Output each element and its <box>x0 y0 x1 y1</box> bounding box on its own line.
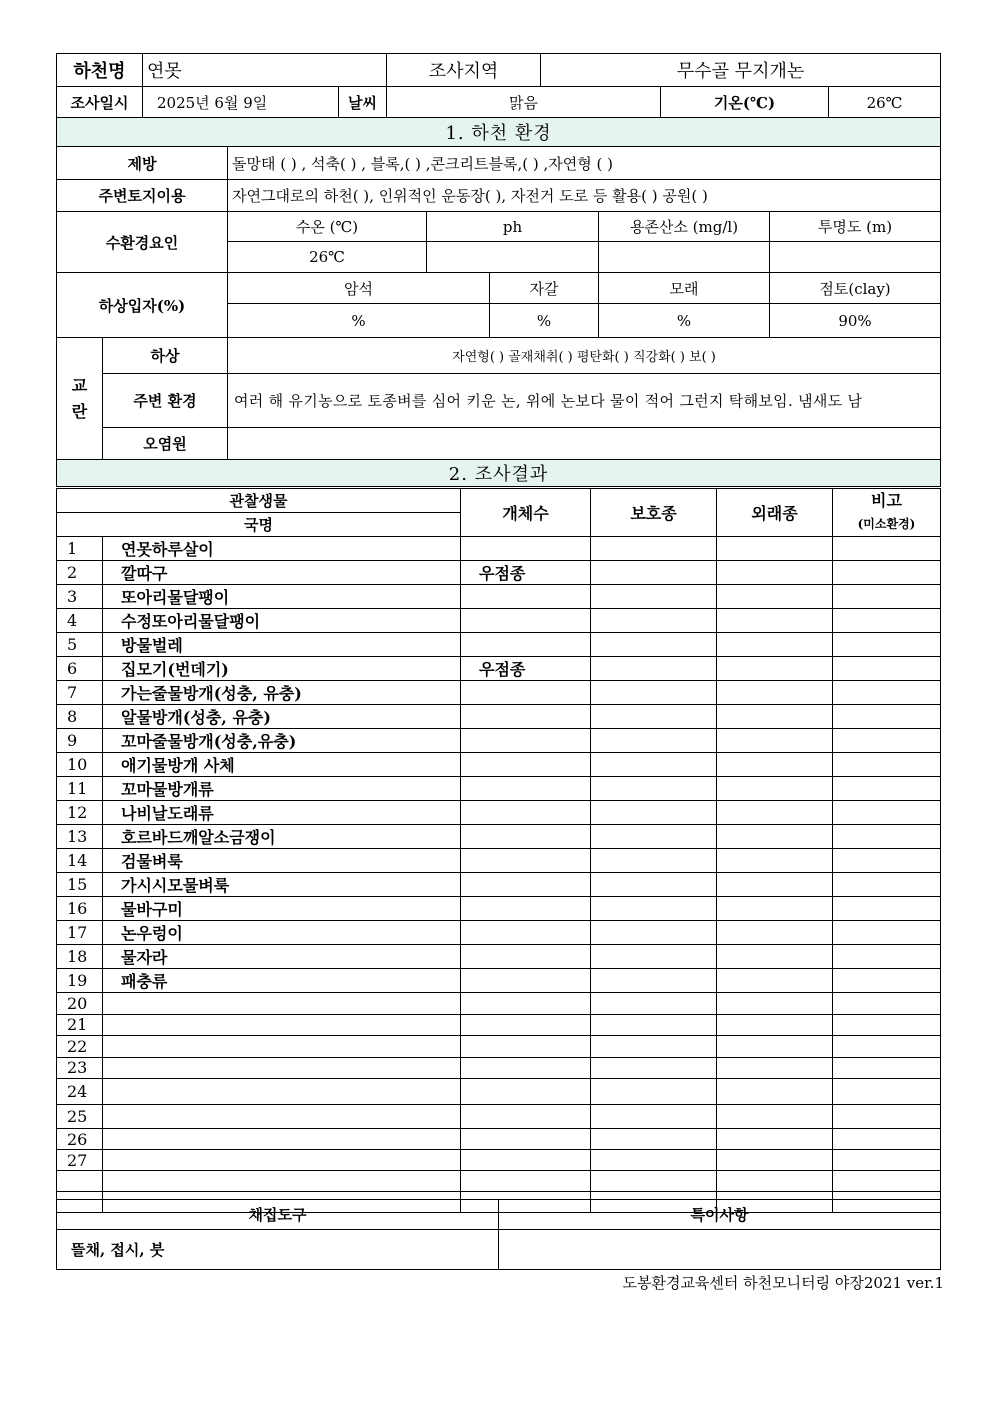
individual-count <box>461 1057 591 1079</box>
water-header-do: 용존산소 (mg/l) <box>599 212 770 242</box>
temp-label: 기온(℃) <box>661 87 829 119</box>
individual-count <box>461 753 591 777</box>
water-label: 수환경요인 <box>57 212 228 273</box>
table-row <box>57 1171 941 1192</box>
note-cell <box>833 561 941 585</box>
protected-cell <box>591 873 717 897</box>
protected-cell <box>591 657 717 681</box>
species-name <box>103 1079 461 1105</box>
individual-count <box>461 1150 591 1171</box>
weather-value: 맑음 <box>387 87 661 119</box>
notes-value <box>499 1230 941 1270</box>
individual-count <box>461 777 591 801</box>
alien-cell <box>717 1171 833 1192</box>
individual-count <box>461 921 591 945</box>
alien-cell <box>717 633 833 657</box>
row-number: 20 <box>57 993 103 1015</box>
surround-label: 주변 환경 <box>103 374 228 428</box>
row-number: 27 <box>57 1150 103 1171</box>
note-cell <box>833 945 941 969</box>
table-row <box>57 1129 941 1150</box>
alien-cell <box>717 969 833 993</box>
table-row <box>57 585 941 609</box>
temp-value: 26℃ <box>829 87 941 119</box>
note-cell <box>833 777 941 801</box>
bottom-table <box>56 1199 941 1270</box>
row-number: 10 <box>57 753 103 777</box>
note-cell <box>833 873 941 897</box>
landuse-label: 주변토지이용 <box>57 180 228 212</box>
protected-cell <box>591 585 717 609</box>
table-row <box>57 993 941 1015</box>
footer-text: 도봉환경교육센터 하천모니터링 야장2021 ver.1 <box>622 1274 944 1292</box>
row-number: 14 <box>57 849 103 873</box>
note-cell <box>833 849 941 873</box>
alien-cell <box>717 585 833 609</box>
weather-label: 날씨 <box>339 87 387 119</box>
row-number: 1 <box>57 537 103 561</box>
species-name: 수정또아리물달팽이 <box>103 609 461 633</box>
individual-count: 우점종 <box>461 561 591 585</box>
table-row <box>57 921 941 945</box>
water-value-temp: 26℃ <box>228 242 427 273</box>
protected-cell <box>591 1105 717 1129</box>
results-table <box>56 488 941 1213</box>
table-row <box>57 969 941 993</box>
row-number: 6 <box>57 657 103 681</box>
substrate-value-gravel: % <box>490 304 599 338</box>
substrate-value-sand: % <box>599 304 770 338</box>
col-count: 개체수 <box>461 489 591 537</box>
individual-count <box>461 969 591 993</box>
protected-cell <box>591 921 717 945</box>
col-note <box>833 489 941 537</box>
table-row <box>57 561 941 585</box>
protected-cell <box>591 1171 717 1192</box>
protected-cell <box>591 1057 717 1079</box>
species-name: 방물벌레 <box>103 633 461 657</box>
table-row <box>57 681 941 705</box>
note-cell <box>833 537 941 561</box>
disturb-label <box>57 338 103 460</box>
alien-cell <box>717 753 833 777</box>
note-cell <box>833 1057 941 1079</box>
protected-cell <box>591 801 717 825</box>
water-value-do <box>599 242 770 273</box>
alien-cell <box>717 1014 833 1036</box>
individual-count <box>461 1036 591 1058</box>
individual-count <box>461 993 591 1015</box>
note-cell <box>833 681 941 705</box>
protected-cell <box>591 849 717 873</box>
note-cell <box>833 1105 941 1129</box>
note-cell <box>833 1150 941 1171</box>
col-note-label: 비고 <box>871 491 902 510</box>
landuse-value: 자연그대로의 하천( ), 인위적인 운동장( ), 자전거 도로 등 활용( ) 공원( ) <box>228 180 941 212</box>
pollution-label: 오염원 <box>103 428 228 460</box>
alien-cell <box>717 1105 833 1129</box>
note-cell <box>833 897 941 921</box>
table-row <box>57 1105 941 1129</box>
protected-cell <box>591 729 717 753</box>
individual-count <box>461 585 591 609</box>
substrate-label: 하상입자(%) <box>57 273 228 338</box>
note-cell <box>833 801 941 825</box>
protected-cell <box>591 705 717 729</box>
water-header-temp: 수온 (℃) <box>228 212 427 242</box>
alien-cell <box>717 1036 833 1058</box>
species-name: 연못하루살이 <box>103 537 461 561</box>
table-row <box>57 1036 941 1058</box>
note-cell <box>833 969 941 993</box>
note-cell <box>833 729 941 753</box>
table-row <box>57 609 941 633</box>
species-name: 또아리물달팽이 <box>103 585 461 609</box>
row-number: 12 <box>57 801 103 825</box>
individual-count: 우점종 <box>461 657 591 681</box>
table-row <box>57 801 941 825</box>
individual-count <box>461 825 591 849</box>
species-name: 애기물방개 사체 <box>103 753 461 777</box>
species-name: 깔따구 <box>103 561 461 585</box>
individual-count <box>461 1014 591 1036</box>
individual-count <box>461 537 591 561</box>
species-name: 꼬마줄물방개(성충,유충) <box>103 729 461 753</box>
species-name <box>103 1129 461 1150</box>
species-name <box>103 1105 461 1129</box>
note-cell <box>833 993 941 1015</box>
surround-value: 여러 해 유기농으로 토종벼를 심어 키운 논, 위에 논보다 물이 적어 그런지 탁해보임. 냄새도 남 <box>228 374 941 428</box>
river-label: 하천명 <box>57 54 143 87</box>
table-row <box>57 705 941 729</box>
species-name: 꼬마물방개류 <box>103 777 461 801</box>
species-name <box>103 1171 461 1192</box>
individual-count <box>461 1079 591 1105</box>
protected-cell <box>591 537 717 561</box>
row-number: 24 <box>57 1079 103 1105</box>
individual-count <box>461 609 591 633</box>
table-row <box>57 849 941 873</box>
row-number: 5 <box>57 633 103 657</box>
alien-cell <box>717 825 833 849</box>
protected-cell <box>591 1079 717 1105</box>
species-name: 호르바드깨알소금쟁이 <box>103 825 461 849</box>
individual-count <box>461 873 591 897</box>
table-row <box>57 897 941 921</box>
date-value: 2025년 6월 9일 <box>143 87 339 119</box>
note-cell <box>833 1014 941 1036</box>
species-name: 가는줄물방개(성충, 유충) <box>103 681 461 705</box>
row-number: 7 <box>57 681 103 705</box>
row-number: 11 <box>57 777 103 801</box>
alien-cell <box>717 993 833 1015</box>
row-number <box>57 1171 103 1192</box>
pollution-value <box>228 428 941 460</box>
protected-cell <box>591 1036 717 1058</box>
protected-cell <box>591 969 717 993</box>
header-table <box>56 53 941 119</box>
alien-cell <box>717 657 833 681</box>
individual-count <box>461 801 591 825</box>
note-cell <box>833 705 941 729</box>
row-number: 25 <box>57 1105 103 1129</box>
alien-cell <box>717 1079 833 1105</box>
individual-count <box>461 681 591 705</box>
row-number: 26 <box>57 1129 103 1150</box>
note-cell <box>833 825 941 849</box>
col-observed: 관찰생물 <box>57 489 461 513</box>
species-name: 가시시모물벼룩 <box>103 873 461 897</box>
environment-table <box>56 117 941 487</box>
riverbed-value: 자연형( ) 골재채취( ) 평탄화( ) 직강화( ) 보( ) <box>228 338 941 374</box>
table-row <box>57 753 941 777</box>
row-number: 16 <box>57 897 103 921</box>
row-number: 8 <box>57 705 103 729</box>
alien-cell <box>717 561 833 585</box>
individual-count <box>461 1171 591 1192</box>
water-header-ph: ph <box>427 212 599 242</box>
row-number: 9 <box>57 729 103 753</box>
alien-cell <box>717 729 833 753</box>
river-value: 연못 <box>143 54 387 87</box>
protected-cell <box>591 609 717 633</box>
alien-cell <box>717 897 833 921</box>
note-cell <box>833 633 941 657</box>
section-title-results: 2. 조사결과 <box>57 460 941 487</box>
section-title-environment: 1. 하천 환경 <box>57 118 941 147</box>
species-name: 검물벼룩 <box>103 849 461 873</box>
row-number: 13 <box>57 825 103 849</box>
protected-cell <box>591 777 717 801</box>
table-row <box>57 873 941 897</box>
row-number: 3 <box>57 585 103 609</box>
note-cell <box>833 1171 941 1192</box>
row-number: 19 <box>57 969 103 993</box>
protected-cell <box>591 753 717 777</box>
species-name: 논우렁이 <box>103 921 461 945</box>
table-row <box>57 1057 941 1079</box>
col-note-sub: (미소환경) <box>857 517 916 531</box>
water-header-transparency: 투명도 (m) <box>770 212 941 242</box>
individual-count <box>461 897 591 921</box>
alien-cell <box>717 945 833 969</box>
note-cell <box>833 921 941 945</box>
protected-cell <box>591 897 717 921</box>
note-cell <box>833 609 941 633</box>
alien-cell <box>717 537 833 561</box>
embankment-value: 돌망태 ( ) , 석축( ) , 블록,( ) ,콘크리트블록,( ) ,자연형 ( ) <box>228 147 941 180</box>
individual-count <box>461 945 591 969</box>
table-row <box>57 657 941 681</box>
area-label: 조사지역 <box>387 54 541 87</box>
species-name <box>103 1014 461 1036</box>
protected-cell <box>591 945 717 969</box>
species-name: 물바구미 <box>103 897 461 921</box>
row-number: 15 <box>57 873 103 897</box>
table-row <box>57 1014 941 1036</box>
note-cell <box>833 1129 941 1150</box>
individual-count <box>461 729 591 753</box>
species-name: 알물방개(성충, 유충) <box>103 705 461 729</box>
substrate-header-gravel: 자갈 <box>490 273 599 304</box>
substrate-value-rock: % <box>228 304 490 338</box>
note-cell <box>833 1036 941 1058</box>
col-alien: 외래종 <box>717 489 833 537</box>
individual-count <box>461 1129 591 1150</box>
date-label: 조사일시 <box>57 87 143 119</box>
protected-cell <box>591 825 717 849</box>
table-row <box>57 537 941 561</box>
col-protected: 보호종 <box>591 489 717 537</box>
alien-cell <box>717 609 833 633</box>
alien-cell <box>717 921 833 945</box>
table-row <box>57 633 941 657</box>
protected-cell <box>591 1129 717 1150</box>
col-korean-name: 국명 <box>57 513 461 537</box>
species-name <box>103 1057 461 1079</box>
table-row <box>57 1150 941 1171</box>
note-cell <box>833 1079 941 1105</box>
table-row <box>57 729 941 753</box>
species-name: 집모기(번데기) <box>103 657 461 681</box>
alien-cell <box>717 705 833 729</box>
alien-cell <box>717 1150 833 1171</box>
alien-cell <box>717 681 833 705</box>
disturb-label-text: 교란 <box>71 375 88 421</box>
individual-count <box>461 1105 591 1129</box>
substrate-header-sand: 모래 <box>599 273 770 304</box>
species-name <box>103 1150 461 1171</box>
individual-count <box>461 705 591 729</box>
substrate-header-rock: 암석 <box>228 273 490 304</box>
row-number: 2 <box>57 561 103 585</box>
species-name: 물자라 <box>103 945 461 969</box>
water-value-transparency <box>770 242 941 273</box>
protected-cell <box>591 1150 717 1171</box>
row-number: 22 <box>57 1036 103 1058</box>
species-name <box>103 1036 461 1058</box>
notes-label: 특이사항 <box>499 1200 941 1230</box>
table-row <box>57 1079 941 1105</box>
riverbed-label: 하상 <box>103 338 228 374</box>
row-number: 4 <box>57 609 103 633</box>
table-row <box>57 825 941 849</box>
substrate-header-clay: 점토(clay) <box>770 273 941 304</box>
row-number: 23 <box>57 1057 103 1079</box>
row-number: 21 <box>57 1014 103 1036</box>
species-name <box>103 993 461 1015</box>
individual-count <box>461 849 591 873</box>
tools-label: 채집도구 <box>57 1200 499 1230</box>
note-cell <box>833 753 941 777</box>
protected-cell <box>591 561 717 585</box>
row-number: 17 <box>57 921 103 945</box>
alien-cell <box>717 849 833 873</box>
alien-cell <box>717 777 833 801</box>
alien-cell <box>717 873 833 897</box>
table-row <box>57 945 941 969</box>
embankment-label: 제방 <box>57 147 228 180</box>
water-value-ph <box>427 242 599 273</box>
alien-cell <box>717 1129 833 1150</box>
individual-count <box>461 633 591 657</box>
note-cell <box>833 585 941 609</box>
protected-cell <box>591 993 717 1015</box>
species-name: 패충류 <box>103 969 461 993</box>
protected-cell <box>591 633 717 657</box>
alien-cell <box>717 801 833 825</box>
protected-cell <box>591 681 717 705</box>
area-value: 무수골 무지개논 <box>541 54 941 87</box>
tools-value: 뜰채, 접시, 붓 <box>57 1230 499 1270</box>
substrate-value-clay: 90% <box>770 304 941 338</box>
alien-cell <box>717 1057 833 1079</box>
note-cell <box>833 657 941 681</box>
row-number: 18 <box>57 945 103 969</box>
table-row <box>57 777 941 801</box>
species-name: 나비날도래류 <box>103 801 461 825</box>
protected-cell <box>591 1014 717 1036</box>
